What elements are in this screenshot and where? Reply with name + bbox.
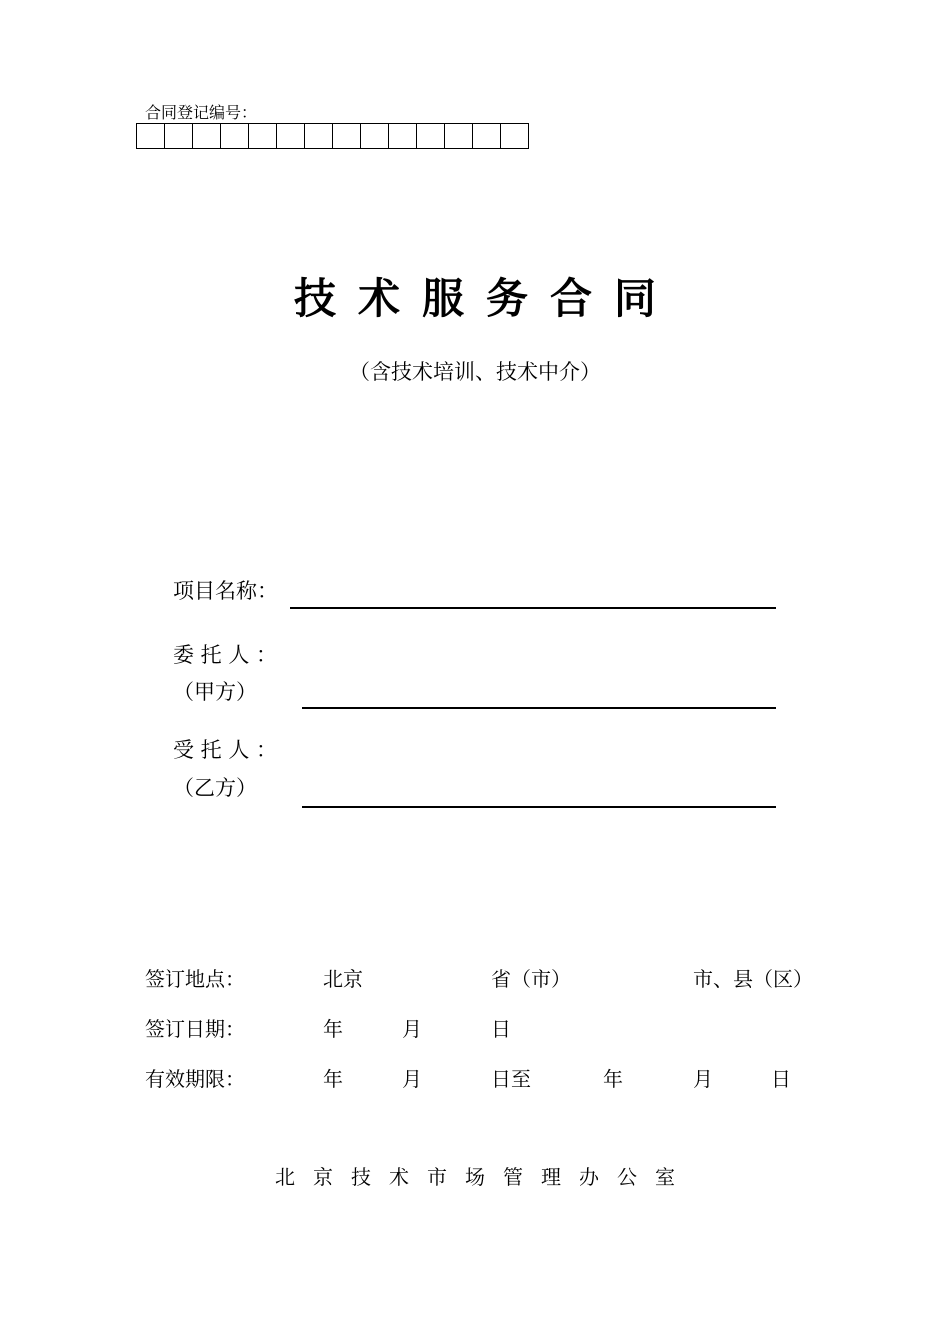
signing-date-month: 月 [402, 1017, 422, 1041]
signing-place-county: 市、县（区） [693, 967, 813, 991]
validity-day-end: 日 [771, 1067, 791, 1091]
project-name-line[interactable] [290, 607, 776, 609]
registration-digit-box[interactable] [417, 123, 445, 149]
validity-year-end: 年 [603, 1067, 623, 1091]
registration-label: 合同登记编号： [145, 103, 258, 122]
registration-digit-box[interactable] [193, 123, 221, 149]
validity-label: 有效期限： [145, 1067, 245, 1091]
signing-date-year: 年 [323, 1017, 343, 1041]
contractor-label: 受 托 人 ： [173, 738, 278, 762]
registration-digit-box[interactable] [249, 123, 277, 149]
registration-digit-box[interactable] [501, 123, 529, 149]
validity-month-start: 月 [402, 1067, 422, 1091]
registration-digit-box[interactable] [165, 123, 193, 149]
validity-month-end: 月 [693, 1067, 713, 1091]
registration-digit-box[interactable] [361, 123, 389, 149]
registration-digit-box[interactable] [277, 123, 305, 149]
validity-year-start: 年 [323, 1067, 343, 1091]
signing-place-city: 北京 [323, 967, 363, 991]
validity-day-to: 日至 [491, 1067, 531, 1091]
client-label: 委 托 人 ： [173, 643, 278, 667]
signing-place-label: 签订地点： [145, 967, 245, 991]
document-subtitle: （含技术培训、技术中介） [349, 360, 601, 384]
registration-digit-box[interactable] [333, 123, 361, 149]
registration-digit-box[interactable] [305, 123, 333, 149]
registration-digit-box[interactable] [445, 123, 473, 149]
signing-date-day: 日 [491, 1017, 511, 1041]
client-line[interactable] [302, 707, 776, 709]
signing-date-label: 签订日期： [145, 1017, 245, 1041]
project-name-label: 项目名称： [173, 579, 278, 603]
client-sublabel: （甲方） [173, 680, 257, 704]
registration-digit-box[interactable] [473, 123, 501, 149]
registration-digit-box[interactable] [389, 123, 417, 149]
registration-digit-box[interactable] [137, 123, 165, 149]
contractor-line[interactable] [302, 806, 776, 808]
issuing-office: 北京技术市场管理办公室 [275, 1165, 693, 1189]
document-title: 技术服务合同 [293, 274, 678, 323]
contractor-sublabel: （乙方） [173, 776, 257, 800]
registration-digit-box[interactable] [221, 123, 249, 149]
registration-number-boxes[interactable] [136, 123, 529, 149]
signing-place-province: 省（市） [491, 967, 571, 991]
